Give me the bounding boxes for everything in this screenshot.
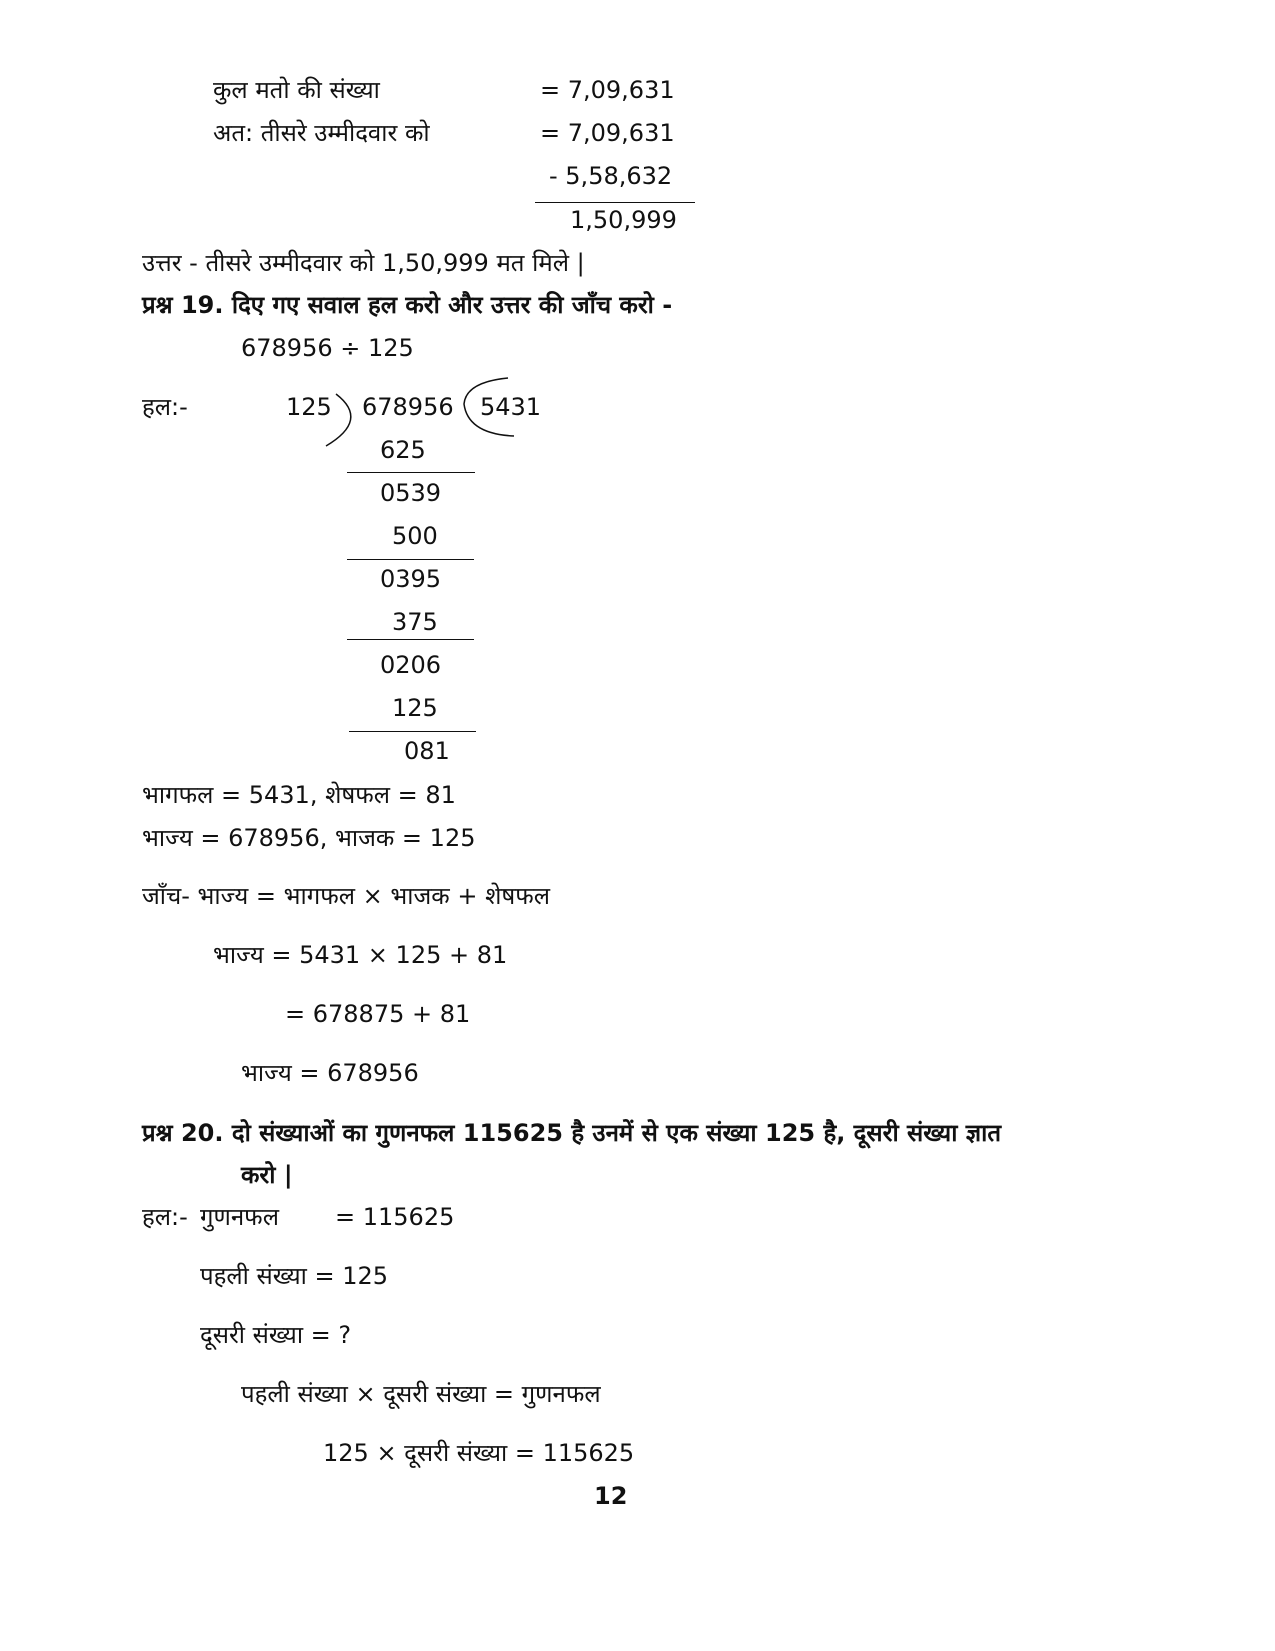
q19-check-step3: भाज्य = 678956 [241, 1059, 419, 1087]
prev-answer: उत्तर - तीसरे उम्मीदवार को 1,50,999 मत मिले | [142, 249, 585, 277]
total-votes-value: = 7,09,631 [540, 76, 675, 104]
q20-relation: पहली संख्या × दूसरी संख्या = गुणनफल [241, 1380, 601, 1408]
q20-second-number: दूसरी संख्या = ? [200, 1321, 352, 1349]
third-candidate-value: = 7,09,631 [540, 119, 675, 147]
subtraction-line [535, 202, 695, 203]
q19-result-line1: भागफल = 5431, शेषफल = 81 [142, 781, 456, 809]
q20-product-value: = 115625 [335, 1203, 455, 1231]
q20-product-label: गुणनफल [200, 1203, 279, 1231]
division-line [349, 731, 476, 732]
page-number: 12 [594, 1482, 628, 1510]
q20-question-line2: करो | [241, 1161, 293, 1189]
third-candidate-label: अत: तीसरे उम्मीदवार को [213, 119, 430, 147]
q20-first-number: पहली संख्या = 125 [200, 1262, 389, 1290]
total-votes-label: कुल मतो की संख्या [213, 76, 380, 104]
difference-value: 1,50,999 [570, 206, 677, 234]
q19-question: प्रश्न 19. दिए गए सवाल हल करो और उत्तर की जाँच करो - [142, 291, 673, 319]
q19-solution-label: हल:- [142, 393, 188, 421]
division-step: 375 [392, 608, 438, 636]
division-line [347, 472, 475, 473]
division-step: 0539 [380, 479, 442, 507]
q20-solution-label: हल:- [142, 1203, 188, 1231]
division-dividend: 678956 [362, 393, 454, 421]
q19-check-line: जाँच- भाज्य = भागफल × भाजक + शेषफल [142, 882, 551, 910]
q19-check-step1: भाज्य = 5431 × 125 + 81 [213, 941, 508, 969]
division-step: 500 [392, 522, 438, 550]
division-step: 0395 [380, 565, 442, 593]
division-divisor: 125 [286, 393, 332, 421]
division-step: 125 [392, 694, 438, 722]
q19-result-line2: भाज्य = 678956, भाजक = 125 [142, 824, 476, 852]
division-remainder: 081 [404, 737, 450, 765]
division-step: 625 [380, 436, 426, 464]
division-quotient: 5431 [480, 393, 542, 421]
q19-check-step2: = 678875 + 81 [285, 1000, 471, 1028]
q20-equation: 125 × दूसरी संख्या = 115625 [323, 1439, 635, 1467]
division-step: 0206 [380, 651, 442, 679]
q20-question-line1: प्रश्न 20. दो संख्याओं का गुणनफल 115625 है उनमें से एक संख्या 125 है, दूसरी संख्या ज्ञात [142, 1119, 1002, 1147]
subtract-value: - 5,58,632 [549, 162, 673, 190]
q19-expression: 678956 ÷ 125 [241, 334, 414, 362]
division-line [347, 559, 474, 560]
division-line [347, 639, 474, 640]
quotient-bracket [458, 374, 518, 440]
divisor-bracket [322, 390, 362, 450]
